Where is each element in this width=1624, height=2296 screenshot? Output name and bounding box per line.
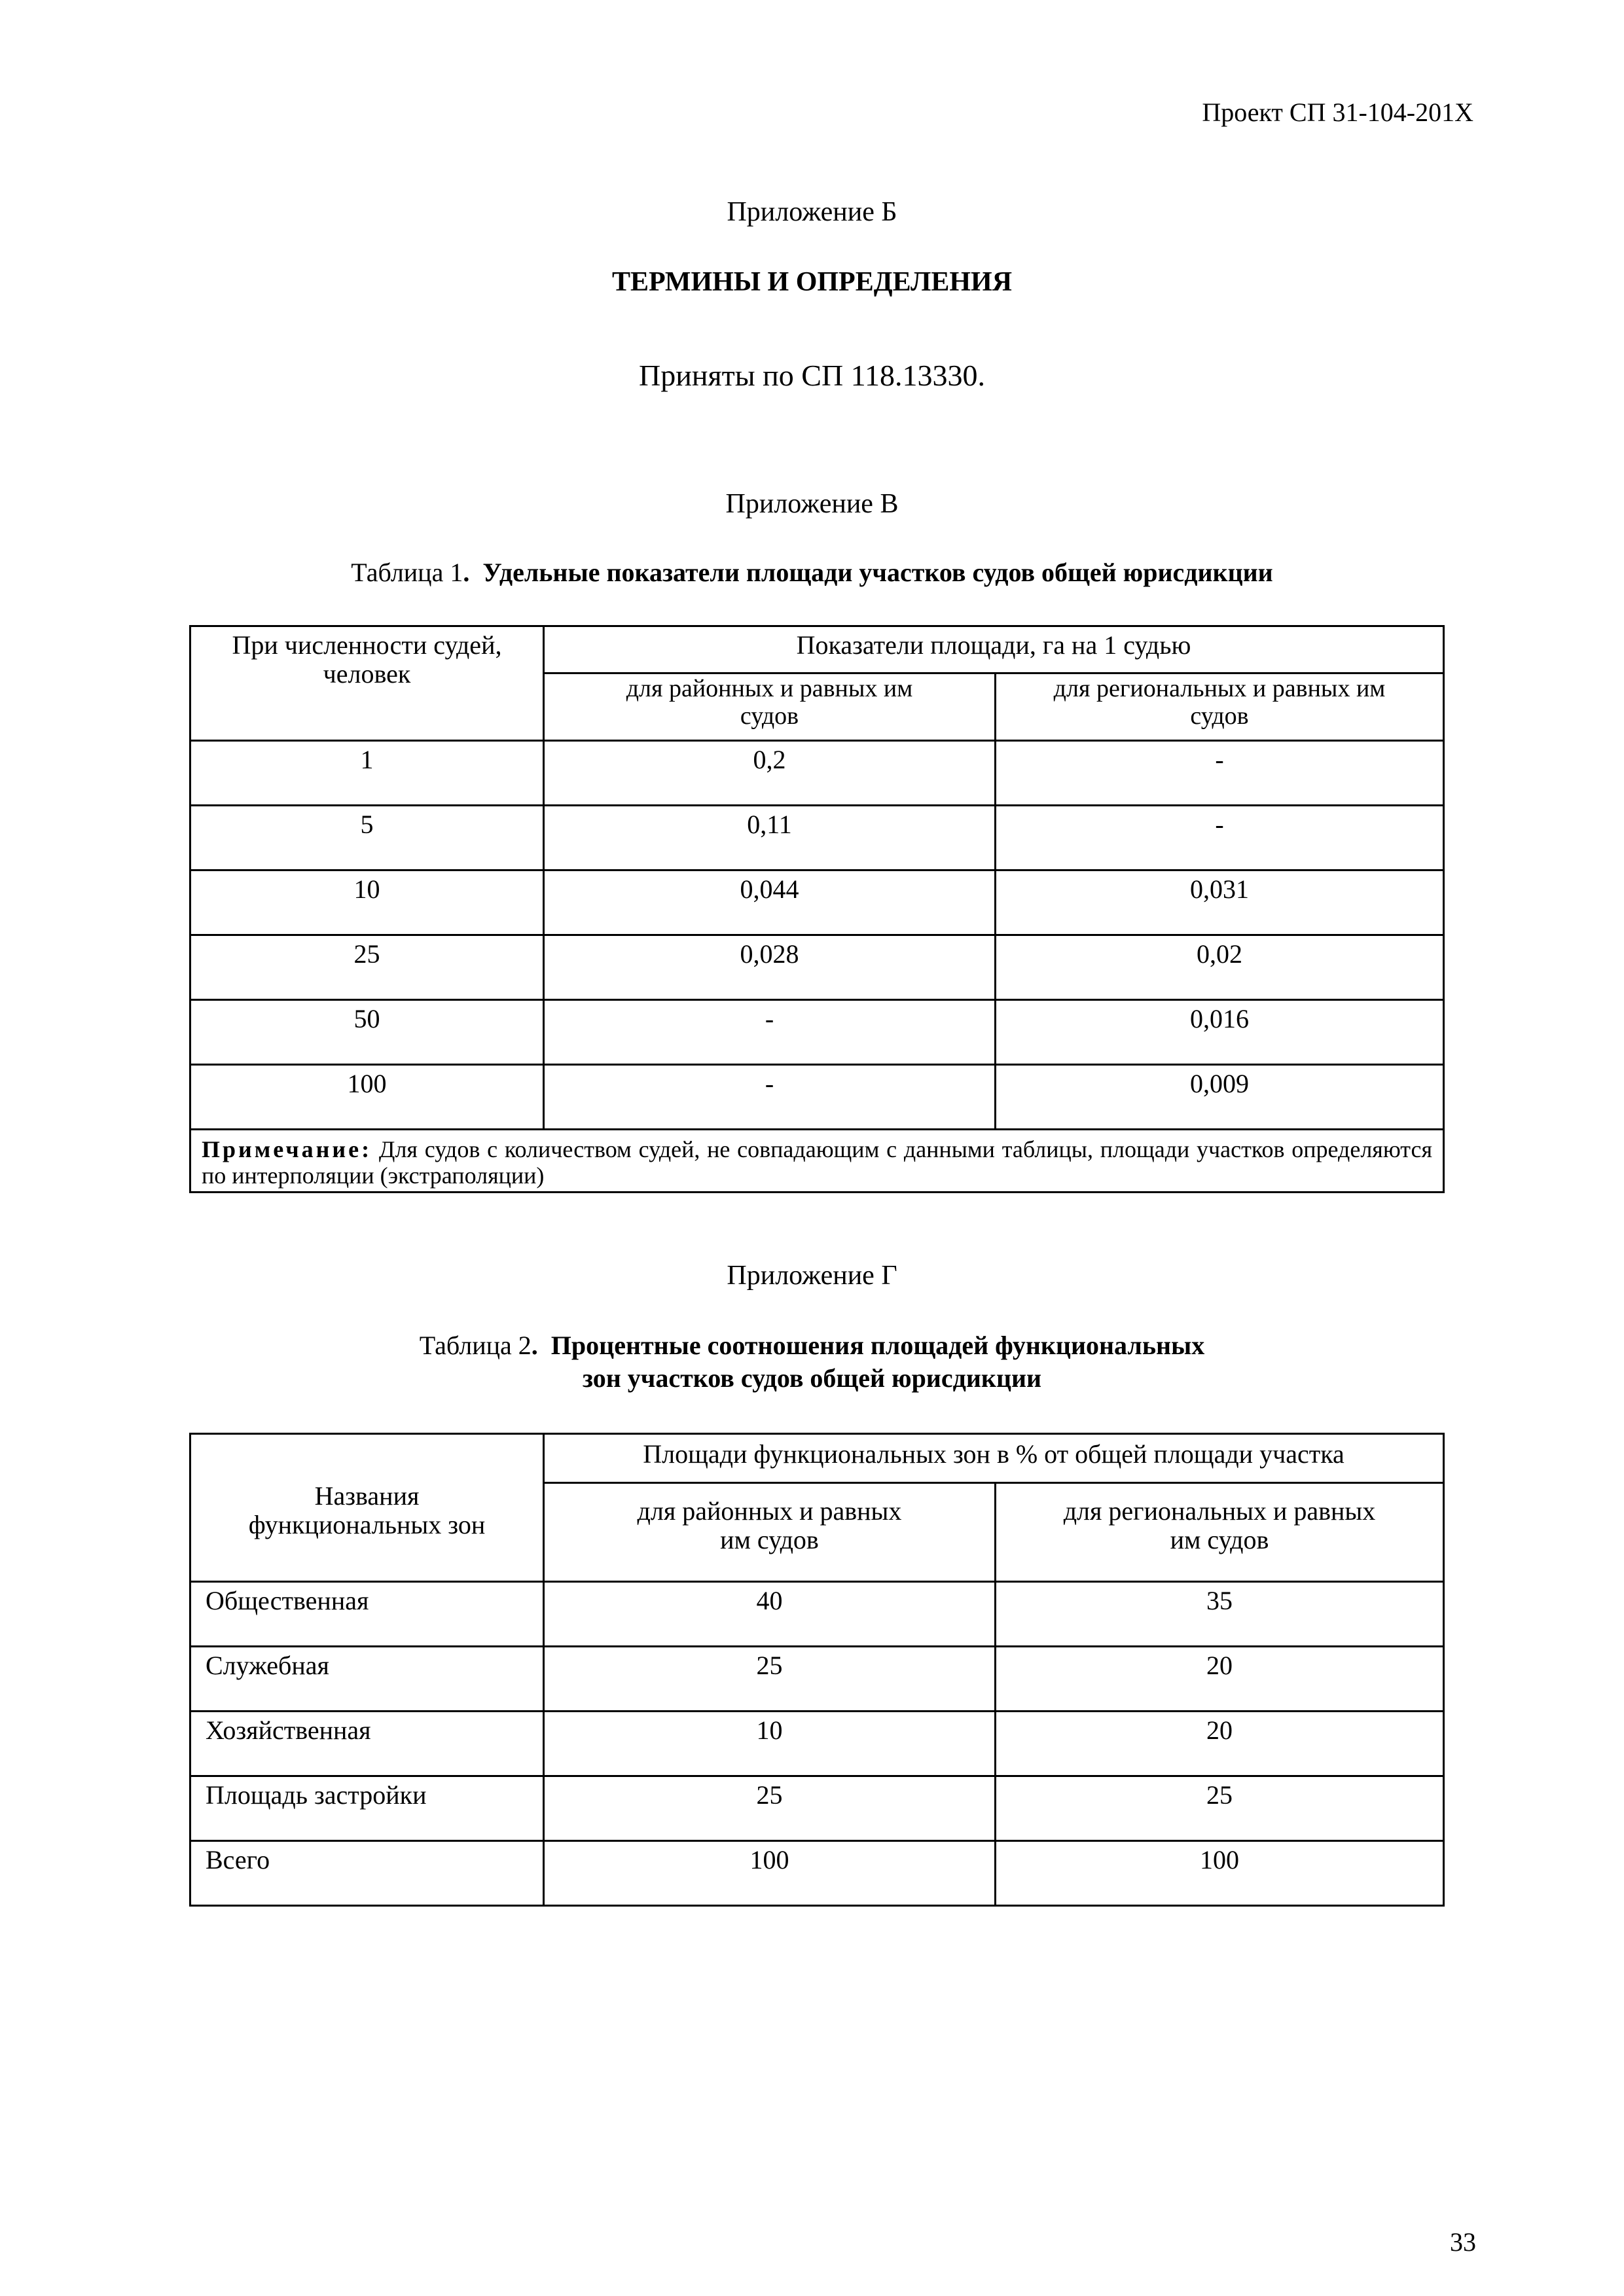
table2-caption: Таблица 2. Процентные соотношения площадей функциональных зон участков судов общей юрисдикции <box>419 1331 1205 1393</box>
appendix-v-title: Приложение В <box>725 489 899 519</box>
table1-note <box>190 1130 1444 1193</box>
table-1 <box>189 625 1445 1193</box>
document-code: Проект СП 31-104-201Х <box>1202 98 1473 127</box>
table1-caption: Таблица 1. Удельные показатели площади участков судов общей юрисдикции <box>351 558 1273 587</box>
appendix-b-text: Приняты по СП 118.13330. <box>639 359 985 392</box>
appendix-g-title: Приложение Г <box>727 1261 897 1291</box>
note-text: Для судов с количеством судей, не совпадающим с данными таблицы, площади участков определяются по интерполяции (экстраполяции) <box>202 1136 1432 1189</box>
table1-caption-title: Удельные показатели площади участков судов общей юрисдикции <box>482 558 1273 587</box>
table1-header-area: Показатели площади, га на 1 судью <box>544 626 1444 673</box>
appendix-b-heading: ТЕРМИНЫ И ОПРЕДЕЛЕНИЯ <box>611 267 1013 297</box>
table2-header-names: Названия функциональных зон <box>190 1434 544 1582</box>
appendix-b-title: Приложение Б <box>727 197 897 227</box>
table-row: Хозяйственная 10 20 <box>190 1712 1444 1776</box>
table1-header-district: для районных и равных им судов <box>544 673 996 741</box>
table-row: 10 0,044 0,031 <box>190 870 1444 935</box>
table1-header-judges: При численности судей, человек <box>190 626 544 741</box>
table-row: 100 - 0,009 <box>190 1065 1444 1130</box>
page-number: 33 <box>1450 2227 1476 2257</box>
table2-header-regional: для региональных и равных им судов <box>996 1483 1444 1582</box>
table-row: Площадь застройки 25 25 <box>190 1776 1444 1841</box>
table-row: 50 - 0,016 <box>190 1000 1444 1065</box>
note-label: Примечание: <box>202 1136 372 1162</box>
table1-caption-prefix: Таблица 1 <box>351 558 463 587</box>
table-row: 25 0,028 0,02 <box>190 935 1444 1000</box>
table2-caption-prefix: Таблица 2 <box>419 1331 532 1360</box>
table-row: Служебная 25 20 <box>190 1647 1444 1712</box>
table2-header-district: для районных и равных им судов <box>544 1483 996 1582</box>
table2-caption-title-line2: зон участков судов общей юрисдикции <box>582 1363 1042 1393</box>
table2-caption-title-line1: Процентные соотношения площадей функциональных <box>550 1331 1205 1360</box>
table-row: 1 0,2 - <box>190 741 1444 806</box>
table-row: Всего 100 100 <box>190 1841 1444 1906</box>
table2-header-area: Площади функциональных зон в % от общей площади участка <box>544 1434 1444 1483</box>
table-2 <box>189 1433 1445 1907</box>
table1-header-regional: для региональных и равных им судов <box>996 673 1444 741</box>
table-row: 5 0,11 - <box>190 806 1444 870</box>
table-row: Общественная 40 35 <box>190 1582 1444 1647</box>
